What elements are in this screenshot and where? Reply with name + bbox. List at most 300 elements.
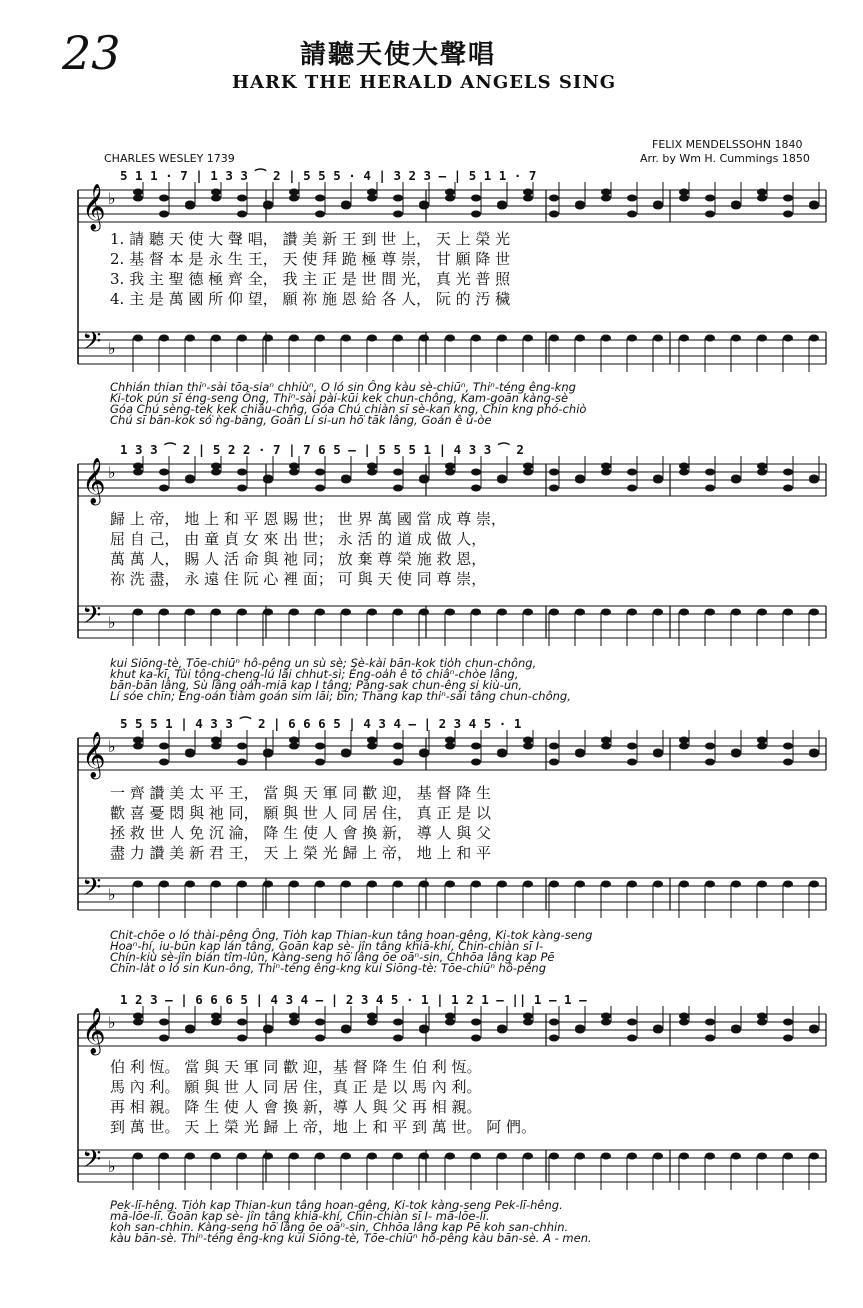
chinese-lyric-line: 歡 喜 憂 悶 與 祂 同， 願 與 世 人 同 居 住， 真 正 是 以 (110, 804, 492, 822)
flat-key-signature-icon: ♭ (108, 189, 116, 208)
treble-notehead (237, 1035, 247, 1042)
treble-notehead (523, 189, 533, 196)
bass-notehead (705, 609, 715, 616)
bass-notehead (705, 335, 715, 342)
treble-notehead (289, 189, 299, 196)
treble-notehead (211, 1013, 221, 1020)
romanized-lyric-line: Chín-kiù sè-jîn bián tîm-lûn, Kàng-seng hō͘ lâng ōe oāⁿ-sin, Chhōa lâng kap Pē (110, 950, 555, 964)
treble-notehead (211, 737, 221, 744)
treble-notehead (237, 469, 247, 476)
bass-notehead (471, 881, 481, 888)
treble-notehead (731, 1025, 741, 1032)
bass-notehead (263, 1153, 273, 1160)
treble-notehead (237, 759, 247, 766)
bass-notehead (601, 1153, 611, 1160)
chinese-lyric-line: 拯 救 世 人 免 沉 淪， 降 生 使 人 會 換 新， 導 人 與 父 (110, 824, 492, 842)
bass-notehead (211, 609, 221, 616)
treble-notehead (679, 737, 689, 744)
bass-notehead (289, 881, 299, 888)
treble-notehead (263, 475, 273, 482)
treble-notehead (133, 189, 143, 196)
bass-notehead (653, 335, 663, 342)
treble-notehead (809, 749, 819, 756)
treble-notehead (679, 469, 689, 476)
romanized-lyric-line: bān-bān lâng, Sù lâng oa̍h-miā kap I tâng; Pàng-sak chun-êng si kiù-un, (110, 678, 523, 692)
numbered-notation-row: 5 1 1 · 7 | 1 3 3 ⁀ 2 | 5 5 5 · 4 | 3 2 3 — | 5 1 1 · 7 (120, 168, 537, 183)
treble-notehead (315, 469, 325, 476)
treble-notehead (523, 195, 533, 202)
treble-notehead (419, 475, 429, 482)
treble-notehead (497, 475, 507, 482)
treble-notehead (315, 759, 325, 766)
treble-notehead (575, 201, 585, 208)
treble-notehead (627, 1035, 637, 1042)
bass-notehead (419, 1153, 429, 1160)
bass-notehead (393, 881, 403, 888)
treble-clef-icon: 𝄞 (82, 732, 106, 778)
treble-notehead (133, 1019, 143, 1026)
treble-notehead (419, 749, 429, 756)
bass-notehead (445, 335, 455, 342)
treble-notehead (315, 1019, 325, 1026)
treble-notehead (237, 195, 247, 202)
bass-notehead (445, 1153, 455, 1160)
numbered-notation-row: 5 5 5 1 | 4 3 3 ⁀ 2 | 6 6 6 5 | 4 3 4 — | 2 3 4 5 · 1 (120, 716, 522, 731)
bass-notehead (809, 335, 819, 342)
treble-notehead (601, 743, 611, 750)
treble-notehead (783, 1035, 793, 1042)
treble-notehead (393, 759, 403, 766)
treble-notehead (601, 737, 611, 744)
treble-notehead (263, 1025, 273, 1032)
bass-notehead (315, 881, 325, 888)
treble-notehead (159, 759, 169, 766)
treble-notehead (523, 743, 533, 750)
treble-notehead (549, 1019, 559, 1026)
treble-notehead (133, 743, 143, 750)
bass-notehead (445, 881, 455, 888)
treble-notehead (211, 743, 221, 750)
treble-notehead (705, 1019, 715, 1026)
bass-notehead (783, 1153, 793, 1160)
flat-key-signature-icon: ♭ (108, 885, 116, 904)
treble-notehead (497, 749, 507, 756)
treble-notehead (575, 749, 585, 756)
bass-notehead (757, 881, 767, 888)
romanized-lyric-line: Chit-chōe o ló thài-pêng Ông, Tio̍h kap Thian-kun tâng hoan-gêng, Ki-tok kàng-seng (110, 928, 593, 942)
treble-notehead (471, 1019, 481, 1026)
treble-notehead (471, 485, 481, 492)
romanized-lyric-line: Hoaⁿ-hí, iu-būn kap lán tâng, Goān kap sè- jîn tâng khiā-khí, Chin-chiàn sī I- (110, 939, 544, 953)
treble-notehead (471, 195, 481, 202)
bass-notehead (783, 609, 793, 616)
treble-notehead (705, 469, 715, 476)
treble-notehead (783, 485, 793, 492)
treble-notehead (705, 743, 715, 750)
chinese-lyric-line: 祢 洗 盡， 永 遠 住 阮 心 裡 面； 可 與 天 使 同 尊 崇， (110, 570, 487, 588)
treble-notehead (705, 485, 715, 492)
treble-notehead (471, 759, 481, 766)
treble-notehead (211, 469, 221, 476)
treble-notehead (185, 475, 195, 482)
romanized-lyric-line: Chú sī bān-kok só͘ ǹg-bāng, Goān Lí si-un hō͘ tāk lâng, Goán ê ù-òe (110, 413, 492, 427)
treble-notehead (341, 749, 351, 756)
bass-notehead (627, 881, 637, 888)
treble-notehead (185, 749, 195, 756)
treble-clef-icon: 𝄞 (82, 184, 106, 230)
treble-notehead (289, 743, 299, 750)
bass-notehead (549, 609, 559, 616)
bass-clef-icon: 𝄢 (82, 1145, 102, 1180)
bass-notehead (627, 1153, 637, 1160)
bass-notehead (575, 1153, 585, 1160)
bass-notehead (523, 609, 533, 616)
bass-notehead (809, 1153, 819, 1160)
bass-notehead (237, 881, 247, 888)
romanized-lyric-line: mā-lōe-lī. Goān kap sè- jîn tâng khiā-khí, Chin-chiàn sī I- mā-lōe-lī. (110, 1209, 490, 1223)
treble-notehead (445, 1019, 455, 1026)
treble-notehead (757, 1013, 767, 1020)
romanized-lyric-line: kui Siōng-tè, Tōe-chiūⁿ hô-pêng un sù sè; Sè-kài bān-kok tio̍h chun-chông, (110, 656, 537, 670)
treble-notehead (627, 1019, 637, 1026)
bass-notehead (471, 1153, 481, 1160)
romanized-lyric-line: Ki-tok pún sī éng-seng Ông, Thiⁿ-sài pài-kūi kek chun-chông, Kam-goān kàng-sè (110, 391, 569, 405)
treble-notehead (679, 743, 689, 750)
treble-notehead (757, 743, 767, 750)
bass-notehead (575, 881, 585, 888)
treble-notehead (289, 469, 299, 476)
bass-notehead (133, 1153, 143, 1160)
treble-notehead (471, 211, 481, 218)
chinese-lyric-line: 萬 萬 人， 賜 人 活 命 與 祂 同； 放 棄 尊 榮 施 救 恩， (110, 550, 487, 568)
treble-notehead (471, 469, 481, 476)
treble-notehead (367, 469, 377, 476)
treble-notehead (263, 201, 273, 208)
bass-notehead (237, 1153, 247, 1160)
hymn-number: 23 (62, 26, 121, 80)
bass-notehead (601, 335, 611, 342)
treble-notehead (575, 475, 585, 482)
bass-notehead (393, 609, 403, 616)
treble-notehead (757, 469, 767, 476)
bass-notehead (133, 881, 143, 888)
bass-clef-icon: 𝄢 (82, 601, 102, 636)
treble-notehead (809, 1025, 819, 1032)
treble-notehead (757, 1019, 767, 1026)
chinese-lyric-line: 4. 主 是 萬 國 所 仰 望， 願 祢 施 恩 給 各 人， 阮 的 汚 穢 (110, 290, 511, 308)
treble-notehead (289, 1013, 299, 1020)
treble-notehead (445, 195, 455, 202)
treble-notehead (393, 485, 403, 492)
bass-notehead (341, 335, 351, 342)
treble-notehead (705, 759, 715, 766)
treble-notehead (367, 1019, 377, 1026)
bass-notehead (679, 881, 689, 888)
treble-notehead (315, 195, 325, 202)
flat-key-signature-icon: ♭ (108, 737, 116, 756)
bass-notehead (133, 335, 143, 342)
treble-notehead (627, 759, 637, 766)
treble-notehead (445, 463, 455, 470)
treble-notehead (315, 485, 325, 492)
bass-notehead (133, 609, 143, 616)
treble-notehead (523, 469, 533, 476)
bass-notehead (289, 1153, 299, 1160)
bass-notehead (471, 609, 481, 616)
bass-notehead (315, 335, 325, 342)
treble-notehead (705, 1035, 715, 1042)
treble-notehead (549, 469, 559, 476)
chinese-lyric-line: 屈 自 己， 由 童 貞 女 來 出 世； 永 活 的 道 成 做 人， (110, 530, 487, 548)
bass-notehead (497, 1153, 507, 1160)
bass-notehead (731, 609, 741, 616)
flat-key-signature-icon: ♭ (108, 613, 116, 632)
bass-notehead (185, 609, 195, 616)
bass-notehead (627, 609, 637, 616)
romanized-lyric-line: Chhián thian thiⁿ-sài tōa-siaⁿ chhiùⁿ, O ló sin Ông kàu sè-chiūⁿ, Thiⁿ-téng êng-kng (110, 380, 576, 394)
bass-notehead (497, 881, 507, 888)
treble-notehead (549, 195, 559, 202)
bass-notehead (497, 335, 507, 342)
treble-notehead (549, 1035, 559, 1042)
treble-notehead (497, 1025, 507, 1032)
treble-notehead (757, 463, 767, 470)
bass-notehead (575, 335, 585, 342)
treble-notehead (289, 737, 299, 744)
bass-notehead (393, 335, 403, 342)
treble-notehead (757, 737, 767, 744)
bass-notehead (783, 335, 793, 342)
bass-notehead (419, 335, 429, 342)
treble-notehead (601, 189, 611, 196)
bass-notehead (289, 609, 299, 616)
treble-notehead (159, 469, 169, 476)
bass-notehead (367, 881, 377, 888)
bass-notehead (783, 881, 793, 888)
treble-notehead (237, 1019, 247, 1026)
bass-notehead (263, 609, 273, 616)
treble-notehead (523, 737, 533, 744)
treble-notehead (367, 743, 377, 750)
bass-notehead (185, 1153, 195, 1160)
bass-notehead (549, 335, 559, 342)
treble-notehead (471, 743, 481, 750)
treble-clef-icon: 𝄞 (82, 1008, 106, 1054)
chinese-lyric-line: 一 齊 讚 美 太 平 王， 當 與 天 軍 同 歡 迎， 基 督 降 生 (110, 784, 492, 802)
treble-notehead (549, 759, 559, 766)
treble-notehead (445, 1013, 455, 1020)
romanized-lyric-line: Lí sóe chīn; Éng-oán tiàm goán sim lāi; bīn; Thang kap thiⁿ-sài tâng chun-chông, (110, 689, 571, 703)
bass-notehead (263, 335, 273, 342)
bass-notehead (185, 881, 195, 888)
treble-notehead (133, 737, 143, 744)
bass-notehead (289, 335, 299, 342)
treble-notehead (367, 1013, 377, 1020)
bass-notehead (731, 881, 741, 888)
bass-notehead (497, 609, 507, 616)
bass-notehead (237, 335, 247, 342)
bass-notehead (809, 881, 819, 888)
bass-notehead (159, 881, 169, 888)
chinese-lyric-line: 馬 內 利。 願 與 世 人 同 居 住，真 正 是 以 馬 內 利。 (110, 1078, 482, 1096)
treble-notehead (627, 485, 637, 492)
treble-notehead (627, 743, 637, 750)
treble-notehead (237, 743, 247, 750)
treble-notehead (289, 195, 299, 202)
bass-notehead (757, 335, 767, 342)
treble-notehead (419, 201, 429, 208)
treble-notehead (783, 759, 793, 766)
bass-notehead (211, 881, 221, 888)
treble-notehead (393, 211, 403, 218)
bass-notehead (341, 1153, 351, 1160)
bass-notehead (315, 1153, 325, 1160)
treble-notehead (601, 195, 611, 202)
treble-notehead (133, 195, 143, 202)
treble-notehead (341, 201, 351, 208)
bass-notehead (211, 1153, 221, 1160)
bass-notehead (315, 609, 325, 616)
treble-notehead (549, 211, 559, 218)
treble-notehead (315, 211, 325, 218)
treble-notehead (523, 1013, 533, 1020)
treble-notehead (679, 195, 689, 202)
bass-notehead (523, 881, 533, 888)
romanized-lyric-line: kàu bān-sè. Thiⁿ-téng êng-kng kui Siōng-tè, Tōe-chiūⁿ hô-pêng kàu bān-sè. A - men. (110, 1231, 592, 1245)
treble-notehead (627, 195, 637, 202)
treble-notehead (445, 737, 455, 744)
treble-notehead (393, 469, 403, 476)
treble-notehead (367, 737, 377, 744)
chinese-lyric-line: 歸 上 帝， 地 上 和 平 恩 賜 世； 世 界 萬 國 當 成 尊 崇， (110, 510, 507, 528)
title-english: HARK THE HERALD ANGELS SING (232, 72, 617, 93)
treble-notehead (211, 1019, 221, 1026)
treble-clef-icon: 𝄞 (82, 458, 106, 504)
treble-notehead (159, 1035, 169, 1042)
bass-notehead (445, 609, 455, 616)
treble-notehead (679, 1019, 689, 1026)
treble-notehead (367, 463, 377, 470)
treble-notehead (315, 743, 325, 750)
treble-notehead (601, 1019, 611, 1026)
bass-notehead (523, 335, 533, 342)
treble-notehead (653, 201, 663, 208)
treble-notehead (757, 195, 767, 202)
chinese-lyric-line: 盡 力 讚 美 新 君 王， 天 上 榮 光 歸 上 帝， 地 上 和 平 (110, 844, 492, 862)
treble-notehead (133, 1013, 143, 1020)
bass-notehead (523, 1153, 533, 1160)
treble-notehead (549, 485, 559, 492)
bass-notehead (705, 881, 715, 888)
bass-notehead (211, 335, 221, 342)
bass-notehead (653, 881, 663, 888)
bass-notehead (679, 609, 689, 616)
treble-notehead (783, 1019, 793, 1026)
bass-notehead (757, 609, 767, 616)
treble-notehead (237, 485, 247, 492)
treble-notehead (705, 211, 715, 218)
treble-notehead (133, 463, 143, 470)
treble-notehead (445, 189, 455, 196)
treble-notehead (809, 201, 819, 208)
treble-notehead (575, 1025, 585, 1032)
treble-notehead (627, 469, 637, 476)
treble-notehead (289, 1019, 299, 1026)
bass-notehead (419, 609, 429, 616)
treble-notehead (159, 195, 169, 202)
treble-notehead (237, 211, 247, 218)
bass-notehead (705, 1153, 715, 1160)
bass-notehead (679, 335, 689, 342)
treble-notehead (393, 743, 403, 750)
bass-notehead (549, 1153, 559, 1160)
treble-notehead (523, 1019, 533, 1026)
chinese-lyric-line: 2. 基 督 本 是 永 生 王， 天 使 拜 跪 極 尊 崇， 甘 願 降 世 (110, 250, 511, 268)
bass-notehead (653, 609, 663, 616)
treble-notehead (185, 1025, 195, 1032)
bass-notehead (341, 609, 351, 616)
treble-notehead (133, 469, 143, 476)
treble-notehead (315, 1035, 325, 1042)
arranger-credit: Arr. by Wm H. Cummings 1850 (640, 152, 810, 165)
bass-notehead (367, 609, 377, 616)
flat-key-signature-icon: ♭ (108, 463, 116, 482)
bass-notehead (731, 335, 741, 342)
romanized-lyric-line: khut ka-kī, Tùi tông-cheng-lú lâi chhut-sì; Éng-oa̍h ê tō chiâⁿ-chòe lâng, (110, 667, 519, 681)
bass-notehead (237, 609, 247, 616)
bass-notehead (367, 1153, 377, 1160)
bass-notehead (679, 1153, 689, 1160)
treble-notehead (601, 463, 611, 470)
treble-notehead (419, 1025, 429, 1032)
bass-notehead (549, 881, 559, 888)
bass-notehead (471, 335, 481, 342)
treble-notehead (679, 189, 689, 196)
flat-key-signature-icon: ♭ (108, 1013, 116, 1032)
bass-notehead (393, 1153, 403, 1160)
treble-notehead (185, 201, 195, 208)
treble-notehead (757, 189, 767, 196)
bass-notehead (367, 335, 377, 342)
treble-notehead (783, 743, 793, 750)
bass-notehead (809, 609, 819, 616)
chinese-lyric-line: 伯 利 恆。 當 與 天 軍 同 歡 迎，基 督 降 生 伯 利 恆。 (110, 1058, 482, 1076)
bass-notehead (757, 1153, 767, 1160)
treble-notehead (731, 749, 741, 756)
treble-notehead (627, 211, 637, 218)
chinese-lyric-line: 到 萬 世。 天 上 榮 光 歸 上 帝，地 上 和 平 到 萬 世。 阿 們。 (110, 1118, 537, 1136)
romanized-lyric-line: Chīn-la̍t o ló sin Kun-ông, Thiⁿ-téng êng-kng kui Siōng-tè: Tōe-chiūⁿ hô-pêng (110, 961, 546, 975)
bass-notehead (341, 881, 351, 888)
treble-notehead (653, 475, 663, 482)
treble-notehead (783, 195, 793, 202)
treble-notehead (211, 189, 221, 196)
treble-notehead (497, 201, 507, 208)
author-credit: CHARLES WESLEY 1739 (104, 152, 235, 165)
treble-notehead (159, 211, 169, 218)
treble-notehead (159, 485, 169, 492)
bass-notehead (627, 335, 637, 342)
treble-notehead (653, 749, 663, 756)
chinese-lyric-line: 1. 請 聽 天 使 大 聲 唱， 讚 美 新 王 到 世 上， 天 上 榮 光 (110, 230, 511, 248)
treble-notehead (783, 211, 793, 218)
bass-notehead (575, 609, 585, 616)
treble-notehead (731, 201, 741, 208)
treble-notehead (263, 749, 273, 756)
treble-notehead (159, 1019, 169, 1026)
treble-notehead (159, 743, 169, 750)
romanized-lyric-line: Pek-lī-hêng. Tio̍h kap Thian-kun tâng hoan-gêng, Ki-tok kàng-seng Pek-lī-hêng. (110, 1198, 563, 1212)
